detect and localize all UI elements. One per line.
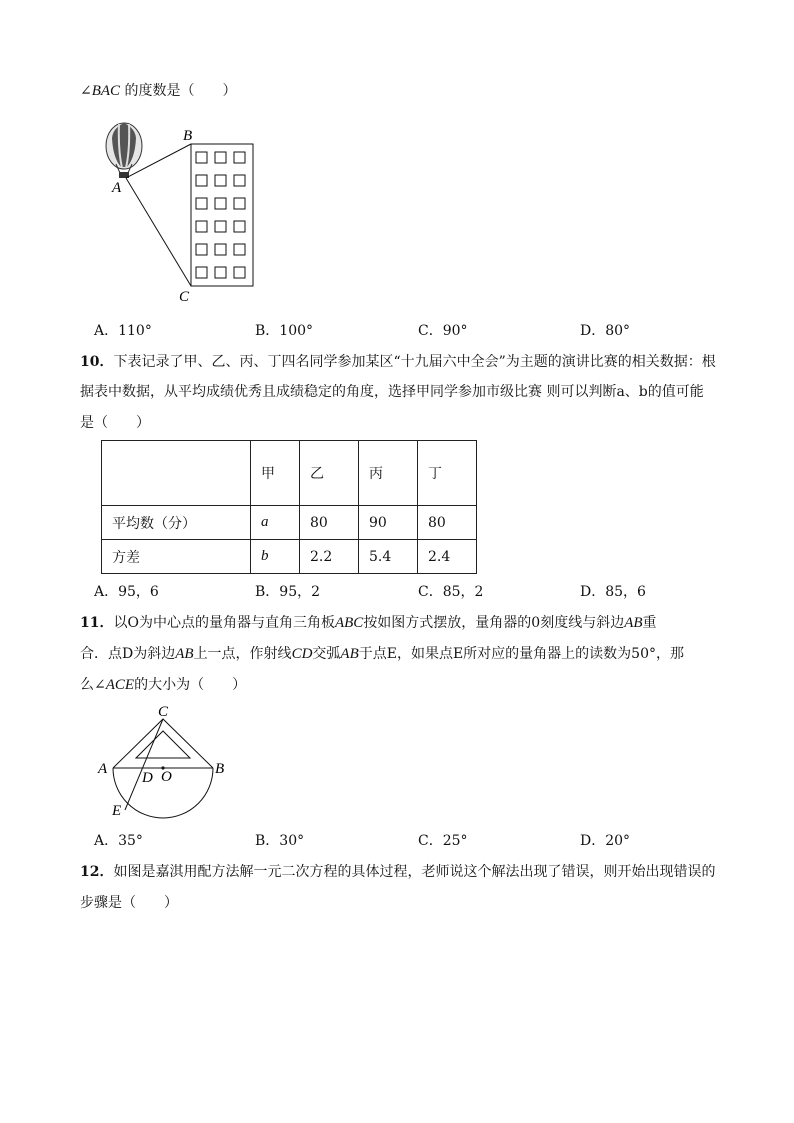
table-cell: 5.4 xyxy=(359,540,418,574)
q9-option-d[interactable]: D．80° xyxy=(580,323,631,339)
q11-text: 的大小为（ ） xyxy=(134,677,247,693)
table-header-cell: 甲 xyxy=(251,441,300,506)
label-o: O xyxy=(161,769,172,785)
q11-var: AB xyxy=(340,646,359,662)
table-cell: 方差 xyxy=(102,540,251,574)
q10-line2: 据表中数据，从平均成绩优秀且成绩稳定的角度，选择甲同学参加市级比赛 则可以判断a、b的值可能 xyxy=(80,384,704,400)
label-a: A xyxy=(98,761,108,777)
q9-option-c[interactable]: C．90° xyxy=(418,323,468,339)
q11-var: CD xyxy=(291,646,313,662)
q11-var: AB xyxy=(624,615,643,631)
label-a: A xyxy=(112,180,122,196)
table-cell: 80 xyxy=(300,506,359,540)
q10-option-c[interactable]: C．85，2 xyxy=(418,584,484,600)
table-header-cell: 丁 xyxy=(418,441,477,506)
table-cell: 2.2 xyxy=(300,540,359,574)
label-b: B xyxy=(183,128,193,144)
angle-var: BAC xyxy=(91,83,121,99)
q10-option-a[interactable]: A．95，6 xyxy=(94,584,159,600)
q11-text: 么∠ xyxy=(80,677,106,693)
table-cell: a xyxy=(251,506,300,540)
q12-line2: 步骤是（ ） xyxy=(80,895,178,911)
q10-option-d[interactable]: D．85，6 xyxy=(580,584,646,600)
q10-option-b[interactable]: B．95，2 xyxy=(255,584,321,600)
q10-number: 10． xyxy=(80,354,114,370)
label-c: C xyxy=(158,704,169,720)
q11-text: 于点E，如果点E所对应的量角器上的读数为50°，那 xyxy=(358,646,684,662)
q11-text: 交弧 xyxy=(312,646,341,662)
table-header-cell: 乙 xyxy=(300,441,359,506)
q11-text: 按如图方式摆放，量角器的0刻度线与斜边 xyxy=(363,615,625,631)
label-d: D xyxy=(142,770,153,786)
q11-text: 上一点，作射线 xyxy=(193,646,292,662)
table-cell: 平均数（分） xyxy=(102,506,251,540)
q12-line1 xyxy=(80,862,715,882)
angle-symbol: ∠ xyxy=(80,83,92,99)
label-b: B xyxy=(215,761,225,777)
table-cell: 2.4 xyxy=(418,540,477,574)
q11-var: ACE xyxy=(105,677,135,693)
table-header-cell: 丙 xyxy=(359,441,418,506)
q11-option-b[interactable]: B．30° xyxy=(255,833,305,849)
q9-option-b[interactable]: B．100° xyxy=(255,323,314,339)
q11-text: 以O为中心点的量角器与直角三角板 xyxy=(113,615,335,631)
q11-number: 11． xyxy=(80,615,114,631)
q10-line3: 是（ ） xyxy=(80,415,150,431)
triangle-inner xyxy=(136,731,190,758)
q9-stem-rest: 的度数是（ ） xyxy=(120,83,237,99)
ray-ce xyxy=(125,719,163,810)
table-cell: 90 xyxy=(359,506,418,540)
q11-option-d[interactable]: D．20° xyxy=(580,833,631,849)
label-c: C xyxy=(179,289,190,305)
label-e: E xyxy=(112,803,122,819)
q11-var: AB xyxy=(175,646,194,662)
q11-text: 合．点D为斜边 xyxy=(80,646,176,662)
q11-text: 重 xyxy=(642,615,657,631)
q11-option-c[interactable]: C．25° xyxy=(418,833,468,849)
table-cell: 80 xyxy=(418,506,477,540)
triangle-outer xyxy=(113,719,213,768)
q12-number: 12． xyxy=(80,864,114,880)
q11-var: ABC xyxy=(334,615,364,631)
q9-option-a[interactable]: A．110° xyxy=(94,323,152,339)
q10-text1: 下表记录了甲、乙、丙、丁四名同学参加某区“十九届六中全会”为主题的演讲比赛的相关数据：根 xyxy=(113,354,716,370)
q11-option-a[interactable]: A．35° xyxy=(94,833,143,849)
q12-text1: 如图是嘉淇用配方法解一元二次方程的具体过程，老师说这个解法出现了错误，则开始出现错误的 xyxy=(113,864,716,880)
table-cell: b xyxy=(251,540,300,574)
